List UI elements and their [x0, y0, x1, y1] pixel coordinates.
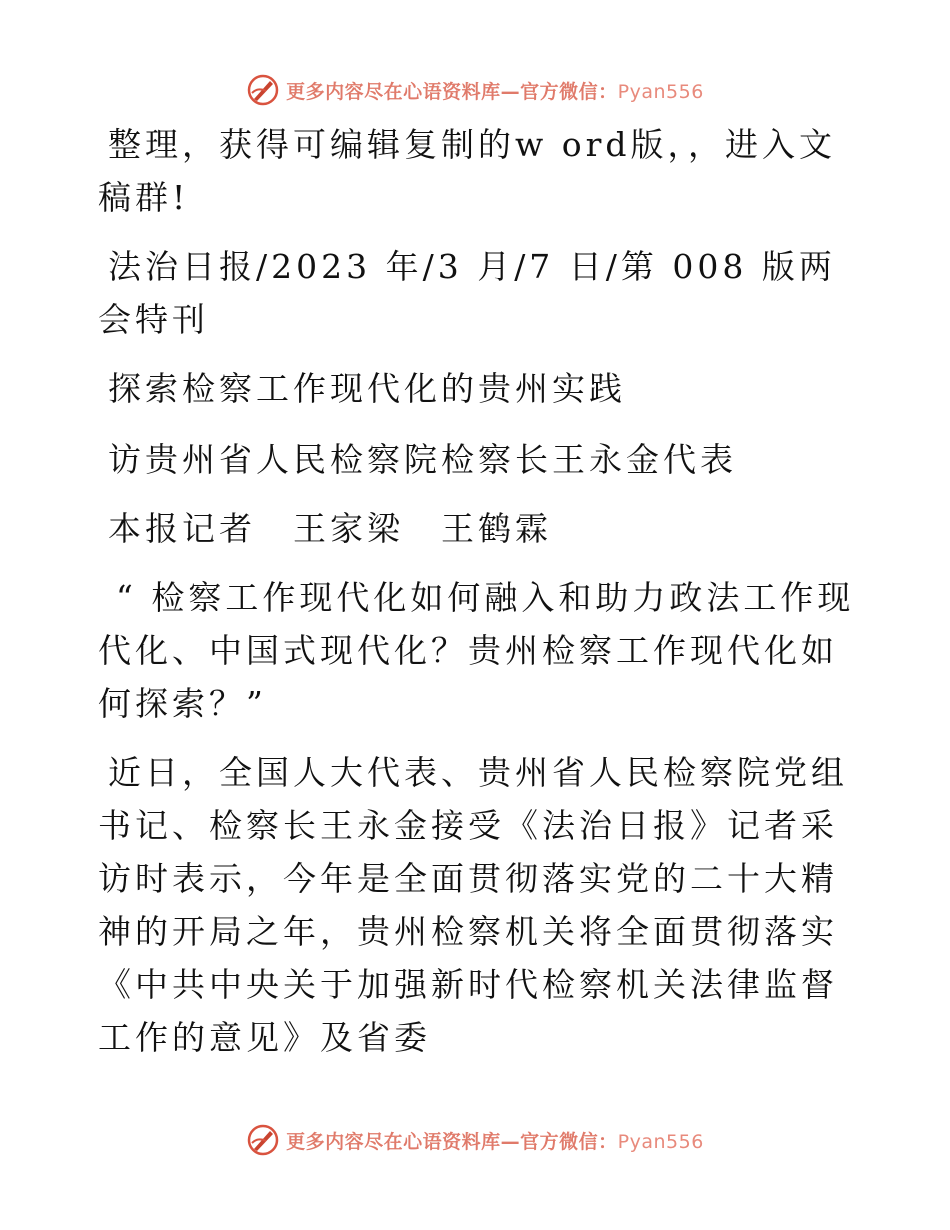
watermark-label: 更多内容尽在心语资料库—官方微信：: [286, 80, 618, 103]
intro-paragraph: 整理，获得可编辑复制的w ord版，，进入文稿群!: [98, 125, 837, 217]
article-subtitle: 访贵州省人民检察院检察长王永金代表: [108, 440, 737, 479]
quill-circle-icon: [246, 73, 280, 107]
article-title: 探索检察工作现代化的贵州实践: [108, 369, 626, 408]
source-line: 法治日报/2023 年/3 月/7 日/第 008 版两会特刊: [98, 247, 836, 339]
body-paragraph: 近日，全国人大代表、贵州省人民检察院党组书记、检察长王永金接受《法治日报》记者采访时表示，今年是全面贯彻落实党的二十大精神的开局之年，贵州检察机关将全面贯彻落实《中共中央关于加强新时代检察机关法律监督工作的意见》及省委: [98, 753, 848, 1057]
document-body: [98, 118, 858, 1080]
opening-quote: “ 检察工作现代化如何融入和助力政法工作现代化、中国式现代化？贵州检察工作现代化如何探索？”: [98, 578, 855, 723]
quill-circle-icon: [246, 1123, 280, 1157]
header-watermark: [0, 70, 950, 110]
article-byline: 本报记者 王家梁 王鹤霖: [108, 509, 552, 548]
watermark-wechat-id: Pyan556: [617, 80, 704, 103]
watermark-text: [286, 1127, 704, 1154]
watermark-label: 更多内容尽在心语资料库—官方微信：: [286, 1130, 618, 1153]
watermark-wechat-id: Pyan556: [617, 1130, 704, 1153]
footer-watermark: [0, 1120, 950, 1160]
watermark-text: [286, 77, 704, 104]
